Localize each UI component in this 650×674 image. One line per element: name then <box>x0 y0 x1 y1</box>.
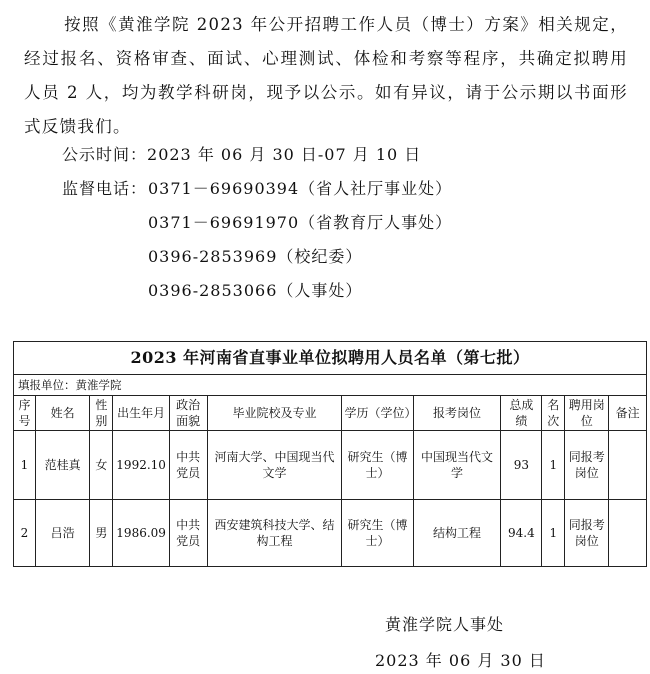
cell-school-major: 河南大学、中国现当代文学 <box>207 431 342 500</box>
notice-period-value: 2023 年 06 月 30 日-07 月 10 日 <box>147 145 422 164</box>
cell-no: 1 <box>14 431 36 500</box>
cell-name: 吕浩 <box>35 500 89 567</box>
cell-political: 中共党员 <box>169 431 207 500</box>
cell-score: 94.4 <box>501 500 542 567</box>
cell-no: 2 <box>14 500 36 567</box>
cell-birth: 1986.09 <box>113 500 169 567</box>
table-row <box>14 500 647 567</box>
cell-hire-post: 同报考岗位 <box>565 500 609 567</box>
column-header: 性别 <box>90 396 113 431</box>
column-header: 学历（学位） <box>342 396 413 431</box>
supervision-label: 监督电话： <box>62 179 148 198</box>
cell-school-major: 西安建筑科技大学、结构工程 <box>207 500 342 567</box>
cell-degree: 研究生（博士） <box>342 431 413 500</box>
notice-period <box>62 142 421 165</box>
supervision-phone-line <box>62 176 452 199</box>
cell-name: 范桂真 <box>35 431 89 500</box>
column-header: 出生年月 <box>113 396 169 431</box>
signature-date: 2023 年 06 月 30 日 <box>375 651 546 670</box>
column-header: 聘用岗位 <box>565 396 609 431</box>
column-header: 序号 <box>14 396 36 431</box>
cell-political: 中共党员 <box>169 500 207 567</box>
notice-period-label: 公示时间： <box>62 145 148 164</box>
supervision-phone: 0396-2853066（人事处） <box>148 281 363 300</box>
cell-score: 93 <box>501 431 542 500</box>
cell-birth: 1992.10 <box>113 431 169 500</box>
column-header: 毕业院校及专业 <box>207 396 342 431</box>
column-header: 总成绩 <box>501 396 542 431</box>
cell-remark <box>609 500 647 567</box>
cell-degree: 研究生（博士） <box>342 500 413 567</box>
cell-rank: 1 <box>542 500 565 567</box>
column-header: 备注 <box>609 396 647 431</box>
column-header: 政治面貌 <box>169 396 207 431</box>
supervision-phone: 0371－69691970（省教育厅人事处） <box>148 213 453 232</box>
cell-applied-post: 中国现当代文学 <box>413 431 501 500</box>
table-title: 2023 年河南省直事业单位拟聘用人员名单（第七批） <box>14 342 647 375</box>
cell-gender: 男 <box>90 500 113 567</box>
cell-applied-post: 结构工程 <box>413 500 501 567</box>
cell-rank: 1 <box>542 431 565 500</box>
reporting-unit: 填报单位：黄淮学院 <box>14 375 647 396</box>
notice-paragraph <box>24 8 628 144</box>
column-header: 名次 <box>542 396 565 431</box>
column-header: 报考岗位 <box>413 396 501 431</box>
table-row <box>14 431 647 500</box>
cell-hire-post: 同报考岗位 <box>565 431 609 500</box>
column-header: 姓名 <box>35 396 89 431</box>
notice-text: 按照《黄淮学院 2023 年公开招聘工作人员（博士）方案》相关规定，经过报名、资格审查、面试、心理测试、体检和考察等程序，共确定拟聘用人员 2 人，均为教学科研岗，现予以公示。如有异议，请于公示期以书面形式反馈我们。 <box>24 15 628 136</box>
cell-remark <box>609 431 647 500</box>
hire-roster-table <box>13 341 647 567</box>
cell-gender: 女 <box>90 431 113 500</box>
supervision-phone: 0396-2853969（校纪委） <box>148 247 363 266</box>
signature-department: 黄淮学院人事处 <box>385 615 505 634</box>
supervision-phone: 0371－69690394（省人社厅事业处） <box>148 179 453 198</box>
